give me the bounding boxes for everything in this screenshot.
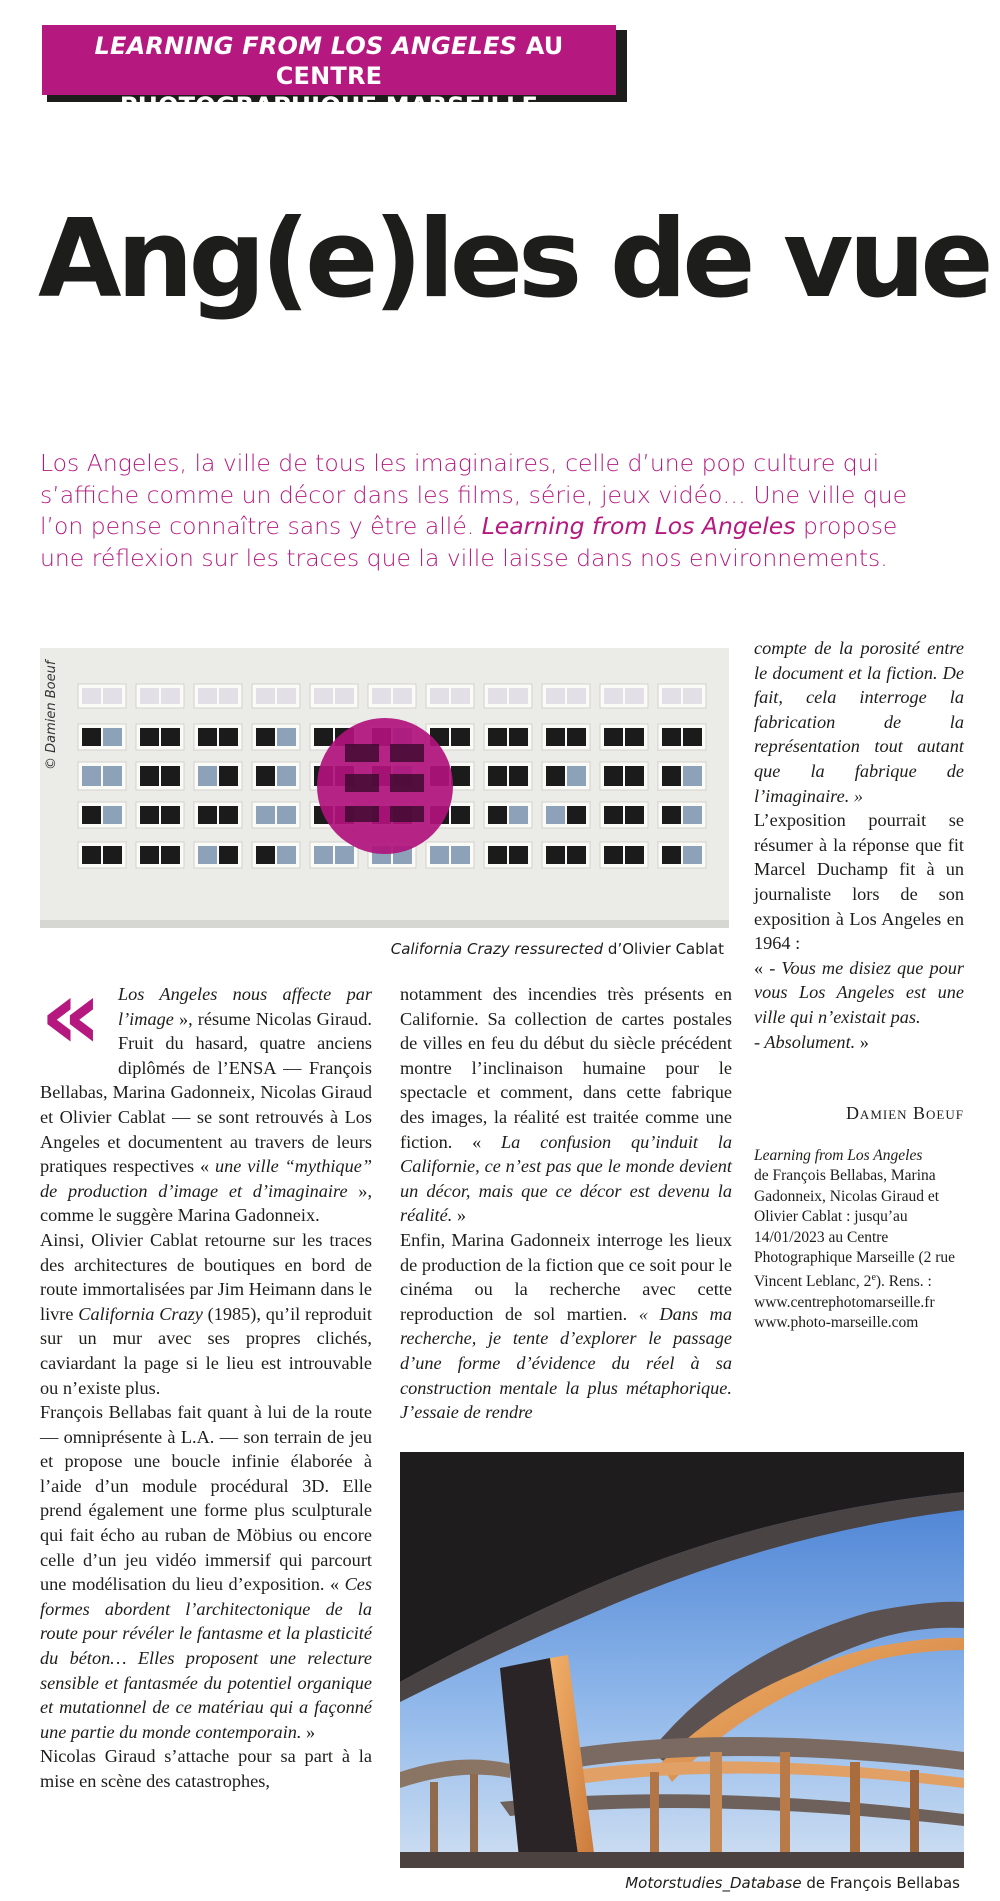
col2-p2-a: Enfin, Marina Gadonneix interroge les lieux de production de la fiction que ce soit pour le cinéma ou la recherche avec cette reproduction de sol martien. xyxy=(400,1229,732,1324)
col2-p1-a: notamment des incendies très présents en Californie. Sa collection de cartes postales de villes en feu du début du siècle précédent montre l’inclinaison humaine pour le spectacle et comment, dans cette fabrique des images, la réalité est traitée comme une fiction. « xyxy=(400,984,732,1152)
banner-line2: PHOTOGRAPHIQUE MARSEILLE xyxy=(119,92,539,120)
lead-part2: propose une réflexion sur les traces que la ville laisse dans nos environnements. xyxy=(40,512,898,572)
col3-p4-b: » xyxy=(855,1031,869,1052)
col2-p1-italic: La confusion qu’induit la Californie, ce n’est pas que le monde devient un décor, mais que ce décor est devenu la réalité. xyxy=(400,1131,732,1226)
col1-p2-b: (1985), qu’il reproduit sur un mur avec ses propres clichés, caviardant la page si le lieu est introuvable ou n’existe plus. xyxy=(40,1303,373,1398)
col3-paragraph-1 xyxy=(754,636,964,808)
banner-line1-italic: LEARNING FROM LOS ANGELES xyxy=(94,32,518,60)
photo1-caption-rest: d’Olivier Cablat xyxy=(603,940,724,958)
col3-p1-italic: compte de la porosité entre le document et la fiction. De fait, cela interroge la fabrication de la représentation tout autant que la fabrique de l’imaginaire. » xyxy=(754,638,964,806)
col3-paragraph-4 xyxy=(754,1030,964,1055)
photo-credit xyxy=(44,652,66,772)
info-text-a: de François Bellabas, Marina Gadonneix, Nicolas Giraud et Olivier Cablat : jusqu’au 14/01/2023 au Centre Photographique Marseille (2 rue Vincent Leblanc, 2 xyxy=(754,1167,956,1291)
lead-italic: Learning from Los Angeles xyxy=(481,512,796,540)
col1-paragraph-4: Nicolas Giraud s’attache pour sa part à la mise en scène des catastrophes, xyxy=(40,1746,372,1791)
col1-p2-italic: California Crazy xyxy=(78,1303,203,1324)
col1-p3-italic: Ces formes abordent l’architectonique de la route pour révéler le fantasme et la plasticité du béton… Elles proposent une relecture sensible et fantasmée du potentiel organique et mutationnel de ce matériau qui a façonné une partie du monde contemporain. xyxy=(40,1574,372,1742)
col1-paragraph-3 xyxy=(40,1400,372,1744)
col1-paragraph-2 xyxy=(40,1228,372,1400)
col1-paragraph-1 xyxy=(40,982,372,1228)
col1-p3-a: François Bellabas fait quant à lui de la route — omniprésente à L.A. — son terrain de jeu et propose une boucle infinie élaborée à l’aide d’un module procédural 3D. Elle prend également une forme plus sculpturale qui fait écho au ruban de Möbius ou encore celle d’un jeu vidéo immersif qui parcourt une modélisation du lieu d’exposition. « xyxy=(40,1402,372,1595)
col1-p1-b: », comme le suggère Marina Gadonneix. xyxy=(40,1180,373,1226)
photo1-caption xyxy=(380,940,724,958)
column-1 xyxy=(40,982,372,1794)
photo2-caption-rest: de François Bellabas xyxy=(801,1874,960,1892)
article-title: Ang(e)les de vue xyxy=(38,197,989,322)
col1-p1-italic: Los Angeles nous affecte par l’image xyxy=(118,984,372,1029)
opening-quote-mark: « xyxy=(40,959,103,1071)
col2-paragraph-2 xyxy=(400,1228,732,1425)
photo1-caption-italic: California Crazy ressurected xyxy=(390,940,604,958)
info-title: Learning from Los Angeles xyxy=(754,1147,923,1164)
col2-p1-b: » xyxy=(452,1205,467,1226)
info-text-b: ). Rens. : www.centrephotomarseille.fr www.photo-marseille.com xyxy=(754,1273,935,1332)
author-signature: Damien Boeuf xyxy=(845,1103,964,1123)
exhibition-wall-illustration xyxy=(40,648,729,928)
exhibition-info xyxy=(754,1146,964,1334)
photo2-caption xyxy=(520,1874,960,1892)
col2-paragraph-1 xyxy=(400,982,732,1228)
lead-paragraph xyxy=(40,448,910,574)
col2-p2-italic: « Dans ma recherche, je tente d’explorer le passage d’une forme d’évidence du réel à sa construction mentale la plus métaphorique. J’essaie de rendre xyxy=(400,1303,732,1423)
col1-p1-italic2: une ville “mythique” de production d’image et d’imaginaire xyxy=(40,1156,372,1201)
quote-mark-spacer xyxy=(40,982,118,1056)
column-2 xyxy=(400,982,732,1425)
highway-photo xyxy=(400,1452,964,1868)
col3-p4-italic: - Absolument. xyxy=(754,1031,856,1052)
col1-p2-a: Ainsi, Olivier Cablat retourne sur les traces des architectures de boutiques en bord de route immortalisées par Jim Heimann dans le livre xyxy=(40,1229,372,1324)
photo-credit-text: © Damien Boeuf xyxy=(44,660,59,770)
info-sup: e xyxy=(871,1272,876,1284)
lead-part1: Los Angeles, la ville de tous les imaginaires, celle d’une pop culture qui s’affiche comme un décor dans les films, série, jeux vidéo… Une ville que l’on pense connaître sans y être allé. xyxy=(40,449,908,540)
banner-line1-rest: AU CENTRE xyxy=(275,32,564,90)
exhibition-photo xyxy=(40,648,729,928)
col1-p1-a: », résume Nicolas Giraud. Fruit du hasard, quatre anciens diplômés de l’ENSA — François Bellabas, Marina Gadonneix, Nicolas Giraud et Olivier Cablat — se sont retrouvés à Los Angeles et documentent au travers de leurs pratiques respectives « xyxy=(40,1008,372,1177)
col3-paragraph-3 xyxy=(754,956,964,1030)
col3-p3-italic: Vous me disiez que pour vous Los Angeles est une ville qui n’existait pas. xyxy=(754,957,964,1027)
col3-p3-a: « - xyxy=(754,957,782,978)
column-3 xyxy=(754,636,964,1054)
photo2-caption-italic: Motorstudies_Database xyxy=(625,1874,802,1892)
header-banner xyxy=(42,25,616,120)
highway-interchange-illustration xyxy=(400,1452,964,1868)
col1-p3-b: » xyxy=(301,1721,316,1742)
col3-paragraph-2: L’exposition pourrait se résumer à la réponse que fit Marcel Duchamp fit à un journaliste lors de son exposition à Los Angeles en 1964 : xyxy=(754,810,964,954)
